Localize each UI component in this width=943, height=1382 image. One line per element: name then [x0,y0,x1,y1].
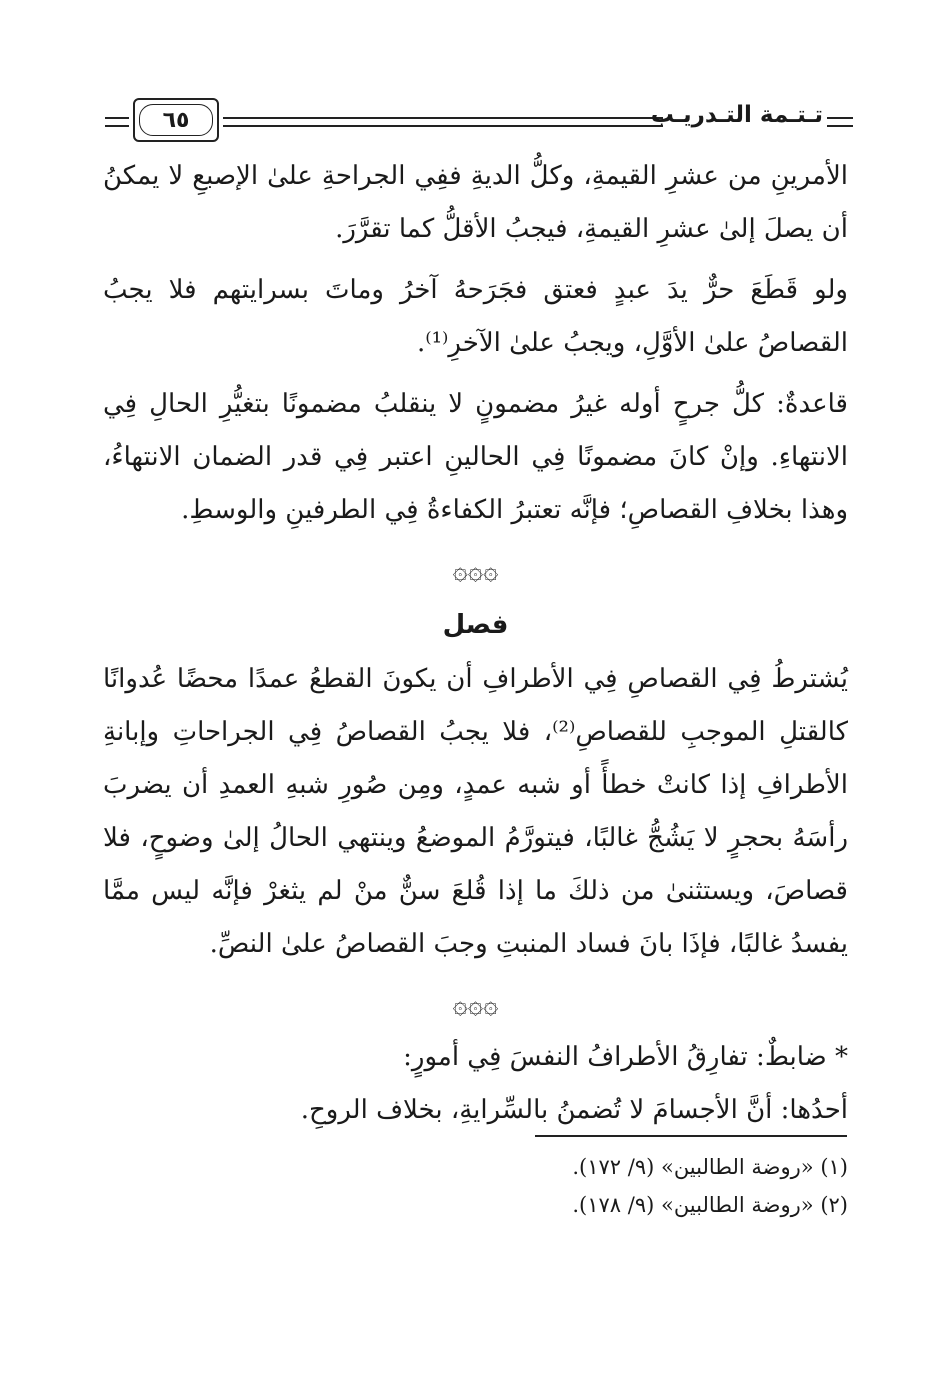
footnote-separator [535,1135,847,1137]
footnote-1: (١) «روضة الطالبين» (٩/ ١٧٢). [572,1155,848,1179]
page-number: ٦٥ [139,104,213,136]
section-heading: فصل [442,610,509,640]
footnote-2: (٢) «روضة الطالبين» (٩/ ١٧٨). [572,1193,848,1217]
ornament-divider-1: ۞۞۞ [452,556,499,586]
footnotes [103,1148,848,1224]
running-title: تـتـمة التـدريـب [650,102,823,128]
paragraph-1: الأمرينِ من عشرِ القيمةِ، وكلُّ الديةِ ففِي الجراحةِ علىٰ الإصبعِ لا يمكنُ أن يصلَ إلىٰ عشرِ القيمةِ، فيجبُ الأقلُّ كما تقرَّرَ. [103,161,848,244]
page-number-box [133,98,219,142]
ornament-divider-2: ۞۞۞ [452,990,499,1020]
section-paragraph: يُشترطُ فِي القصاصِ فِي الأطرافِ أن يكونَ القطعُ عمدًا محضًا عُدوانًا كالقتلِ الموجبِ للقصاصِ⁽²⁾، فلا يجبُ القصاصُ فِي الجراحاتِ وإبانةِ الأطرافِ إذا كانتْ خطأً أو شبه عمدٍ، ومِن صُورِ شبهِ العمدِ أن يضربَ رأسَهُ بحجرٍ لا يَشُجُّ غالبًا، فيتورَّمُ الموضعُ وينتهي الحالُ إلىٰ وضوحٍ، فلا قصاصَ، ويستثنىٰ من ذلكَ ما إذا قُلعَ سنٌّ منْ لم يثغرْ فإنَّه ليس ممَّا يفسدُ غالبًا، فإذَا بانَ فساد المنبتِ وجبَ القصاصُ علىٰ النصِّ. [103,664,848,959]
header-rule-left [105,117,129,127]
running-header [105,90,853,150]
rule-statement: * ضابطٌ: تفارِقُ الأطرافُ النفسَ فِي أمورٍ: [403,1042,848,1072]
main-text [103,150,848,1137]
header-rule-right [827,117,853,127]
paragraph-2: ولو قَطَعَ حرٌّ يدَ عبدٍ فعتق فجَرَحهُ آخرُ وماتَ بسرايتهم فلا يجبُ القصاصُ علىٰ الأوَّلِ، ويجبُ علىٰ الآخرِ⁽¹⁾. [103,275,848,358]
first-item: أحدُها: أنَّ الأجسامَ لا تُضمنُ بالسِّرايةِ، بخلاف الروحِ. [300,1095,848,1125]
header-rule-middle [223,117,663,127]
paragraph-rule: قاعدةٌ: كلُّ جرحٍ أوله غيرُ مضمونٍ لا ينقلبُ مضمونًا بتغيُّرِ الحالِ فِي الانتهاءِ. وإنْ كانَ مضمونًا فِي الحالينِ اعتبر فِي قدر الضمان الانتهاءُ، وهذا بخلافِ القصاصِ؛ فإنَّه تعتبرُ الكفاءةُ فِي الطرفينِ والوسطِ. [103,389,848,525]
